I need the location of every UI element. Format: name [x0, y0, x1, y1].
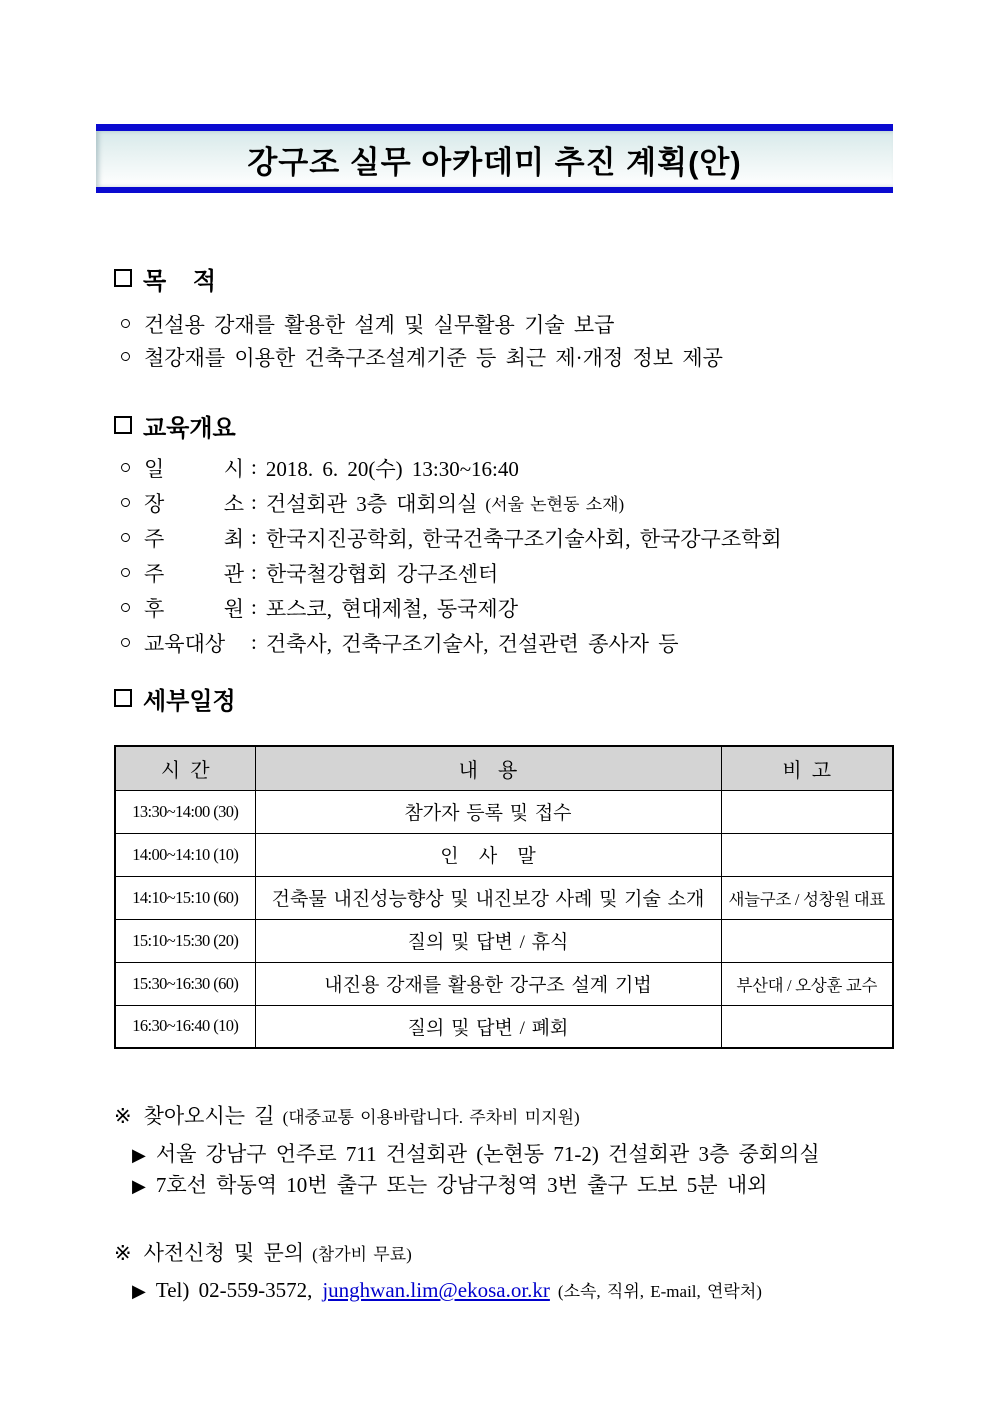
inquiry-tel: Tel) 02-559-3572,	[155, 1278, 313, 1302]
overview-colon: :	[251, 490, 257, 514]
title-banner	[96, 124, 893, 193]
triangle-bullet-icon: ▶	[132, 1281, 146, 1301]
email-link[interactable]: junghwan.lim@ekosa.or.kr	[322, 1278, 550, 1302]
cell-time: 13:30~14:00 (30)	[115, 790, 255, 833]
table-row	[115, 833, 893, 876]
schedule-heading: 세부일정	[143, 687, 236, 715]
directions-item-text: 7호선 학동역 10번 출구 또는 강남구청역 3번 출구 도보 5분 내외	[155, 1173, 768, 1197]
cell-time: 15:30~16:30 (60)	[115, 962, 255, 1005]
cell-content: 건축물 내진성능향상 및 내진보강 사례 및 기술 소개	[255, 876, 721, 919]
circle-bullet-icon	[121, 533, 130, 542]
schedule-heading-row	[114, 683, 236, 713]
overview-colon: :	[251, 560, 257, 584]
purpose-heading: 목 적	[143, 267, 217, 295]
directions-item	[132, 1138, 820, 1169]
col-header-content: 내 용	[255, 746, 721, 790]
cell-time: 16:30~16:40 (10)	[115, 1005, 255, 1048]
banner-bottom-bar	[96, 187, 893, 193]
circle-bullet-icon	[121, 463, 130, 472]
reference-mark-icon: ※	[114, 1241, 132, 1265]
overview-row-datetime	[114, 450, 782, 485]
overview-label: 장 소	[144, 491, 244, 516]
purpose-item-text: 철강재를 이용한 건축구조설계기준 등 최근 제·개정 정보 제공	[144, 345, 723, 370]
overview-label: 일 시	[144, 456, 244, 481]
purpose-heading-row	[114, 263, 723, 293]
section-inquiry	[114, 1237, 762, 1308]
square-bullet-icon	[114, 416, 132, 434]
banner-top-bar	[96, 124, 893, 131]
overview-colon: :	[251, 525, 257, 549]
overview-heading: 교육개요	[143, 414, 236, 442]
square-bullet-icon	[114, 689, 132, 707]
circle-bullet-icon	[121, 498, 130, 507]
triangle-bullet-icon: ▶	[132, 1145, 146, 1165]
section-overview	[114, 410, 782, 660]
cell-remark	[721, 919, 893, 962]
overview-value: 포스코, 현대제철, 동국제강	[265, 596, 518, 621]
table-header-row	[115, 746, 893, 790]
circle-bullet-icon	[121, 319, 130, 328]
col-header-remark: 비 고	[721, 746, 893, 790]
inquiry-contact-row	[132, 1277, 762, 1308]
overview-row-sponsor	[114, 590, 782, 625]
cell-remark	[721, 790, 893, 833]
overview-colon: :	[251, 455, 257, 479]
directions-item	[132, 1169, 820, 1200]
page-title: 강구조 실무 아카데미 추진 계획(안)	[247, 144, 742, 180]
reference-mark-icon: ※	[114, 1104, 132, 1128]
overview-value: 한국철강협회 강구조센터	[265, 561, 499, 586]
section-schedule	[114, 683, 236, 713]
cell-content: 질의 및 답변 / 폐회	[255, 1005, 721, 1048]
inquiry-note: (참가비 무료)	[312, 1245, 412, 1264]
overview-row-organizer	[114, 555, 782, 590]
overview-value-note: (서울 논현동 소재)	[485, 495, 625, 514]
circle-bullet-icon	[121, 603, 130, 612]
overview-value: 건설회관 3층 대회의실	[265, 491, 478, 516]
purpose-item	[114, 307, 723, 340]
overview-value: 건축사, 건축구조기술사, 건설관련 종사자 등	[265, 631, 679, 656]
overview-row-audience	[114, 625, 782, 660]
cell-time: 14:00~14:10 (10)	[115, 833, 255, 876]
table-row	[115, 962, 893, 1005]
directions-title: 찾아오시는 길	[143, 1104, 275, 1128]
directions-title-row	[114, 1100, 820, 1130]
cell-remark: 부산대 / 오상훈 교수	[721, 962, 893, 1005]
overview-label: 후 원	[144, 596, 244, 621]
schedule-table	[114, 745, 894, 1049]
circle-bullet-icon	[121, 352, 130, 361]
section-directions	[114, 1100, 820, 1200]
circle-bullet-icon	[121, 638, 130, 647]
overview-row-place	[114, 485, 782, 520]
cell-time: 14:10~15:10 (60)	[115, 876, 255, 919]
directions-note: (대중교통 이용바랍니다. 주차비 미지원)	[282, 1108, 580, 1127]
col-header-time: 시 간	[115, 746, 255, 790]
inquiry-email-note: (소속, 직위, E-mail, 연락처)	[557, 1282, 762, 1301]
purpose-item	[114, 340, 723, 373]
cell-content: 내진용 강재를 활용한 강구조 설계 기법	[255, 962, 721, 1005]
triangle-bullet-icon: ▶	[132, 1176, 146, 1196]
inquiry-title: 사전신청 및 문의	[143, 1241, 305, 1265]
cell-content: 질의 및 답변 / 휴식	[255, 919, 721, 962]
overview-heading-row	[114, 410, 782, 440]
cell-remark	[721, 1005, 893, 1048]
cell-content: 인 사 말	[255, 833, 721, 876]
overview-value: 한국지진공학회, 한국건축구조기술사회, 한국강구조학회	[265, 526, 782, 551]
overview-colon: :	[251, 595, 257, 619]
square-bullet-icon	[114, 269, 132, 287]
overview-label: 주 최	[144, 526, 244, 551]
overview-value: 2018. 6. 20(수) 13:30~16:40	[265, 456, 519, 481]
circle-bullet-icon	[121, 568, 130, 577]
purpose-item-text: 건설용 강재를 활용한 설계 및 실무활용 기술 보급	[144, 312, 615, 337]
cell-content: 참가자 등록 및 접수	[255, 790, 721, 833]
section-purpose	[114, 263, 723, 373]
table-row	[115, 1005, 893, 1048]
directions-item-text: 서울 강남구 언주로 711 건설회관 (논현동 71-2) 건설회관 3층 중회의실	[155, 1142, 820, 1166]
table-row	[115, 876, 893, 919]
inquiry-title-row	[114, 1237, 762, 1267]
cell-remark	[721, 833, 893, 876]
overview-colon: :	[251, 630, 257, 654]
cell-time: 15:10~15:30 (20)	[115, 919, 255, 962]
table-row	[115, 919, 893, 962]
banner-body	[96, 131, 893, 187]
overview-label: 교육대상	[144, 631, 226, 656]
cell-remark: 새늘구조 / 성창원 대표	[721, 876, 893, 919]
overview-row-host	[114, 520, 782, 555]
table-row	[115, 790, 893, 833]
overview-label: 주 관	[144, 561, 244, 586]
